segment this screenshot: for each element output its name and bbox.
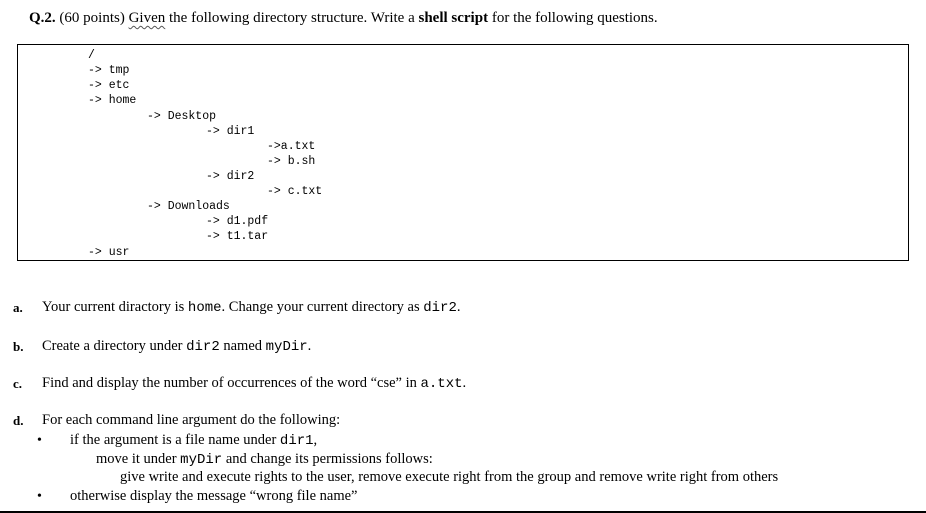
tree-usr: -> usr [88,246,130,259]
header-text-end: for the following questions. [491,10,658,26]
question-b-text: Create a directory under dir2 named myDir. [42,338,312,355]
question-points: (60 points) [59,10,125,26]
given-word: Given [128,10,166,26]
tree-tmp: -> tmp [88,64,130,77]
tree-etc: -> etc [88,79,130,92]
question-d-sub-2: give write and execute rights to the user, remove execute right from the group and remove write right from others [120,469,779,485]
question-label: Q.2. [29,10,56,26]
tree-desktop: -> Desktop [147,110,217,123]
tree-downloads: -> Downloads [147,200,230,213]
header-bold-phrase: shell script [418,10,489,26]
tree-t1-tar: -> t1.tar [206,230,269,243]
question-d-bullet-1: if the argument is a file name under dir1, [70,432,318,449]
question-c-letter: c. [13,376,23,391]
tree-c-txt: -> c.txt [267,185,323,198]
question-d-letter: d. [13,413,24,428]
tree-home: -> home [88,94,137,107]
question-b-letter: b. [13,339,24,354]
directory-tree-box [17,44,909,261]
tree-dir2: -> dir2 [206,170,255,183]
tree-d1-pdf: -> d1.pdf [206,215,269,228]
question-c-text: Find and display the number of occurrences of the word “cse” in a.txt. [42,375,467,392]
bullet-1: • [37,433,42,448]
question-d-text: For each command line argument do the following: [42,412,341,428]
tree-root: / [88,49,95,62]
question-a-text: Your current diractory is home. Change your current directory as dir2. [42,299,461,316]
question-d-bullet-2: otherwise display the message “wrong file name” [70,488,358,504]
tree-b-sh: -> b.sh [267,155,316,168]
tree-dir1: -> dir1 [206,125,255,138]
tree-a-txt: ->a.txt [267,140,316,153]
question-d-sub-1: move it under myDir and change its permissions follows: [96,451,433,468]
question-header [29,10,658,27]
header-text-middle: the following directory structure. Write a [169,10,415,26]
question-a-letter: a. [13,300,23,315]
bullet-2: • [37,489,42,504]
